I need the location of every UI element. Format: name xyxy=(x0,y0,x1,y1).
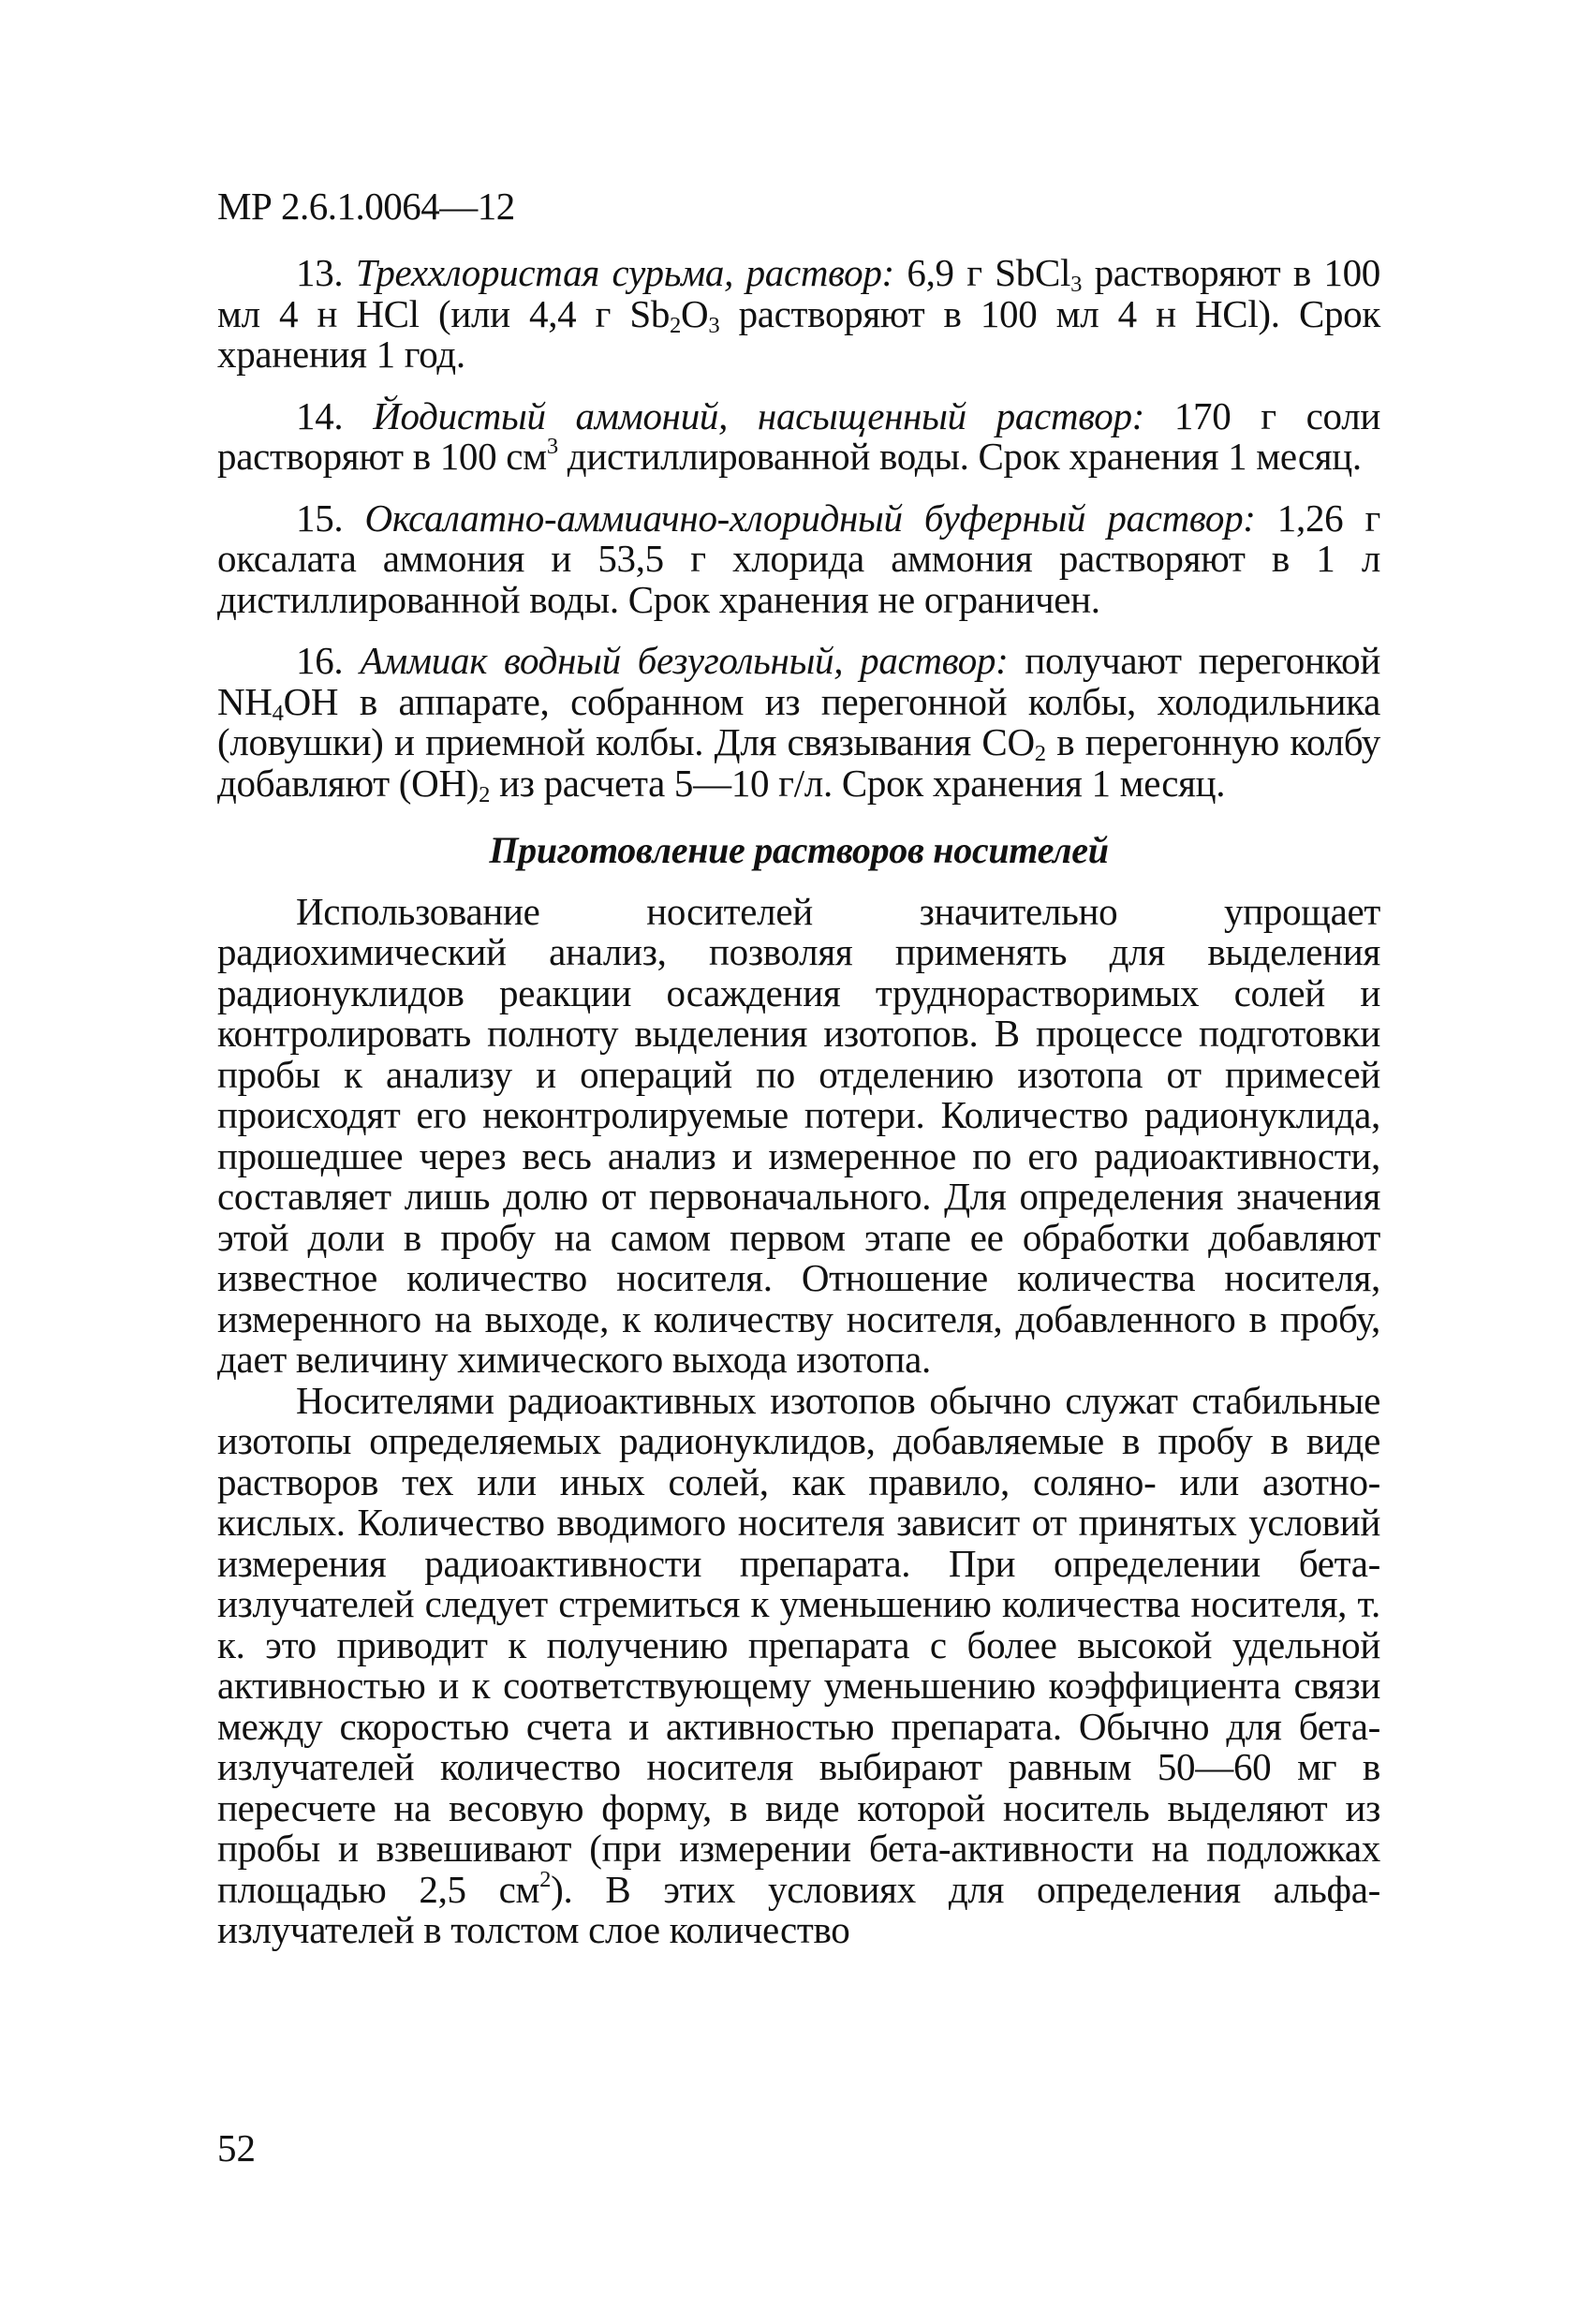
superscript: 3 xyxy=(546,433,558,459)
subscript: 3 xyxy=(1070,272,1083,298)
list-item-16 xyxy=(217,639,1380,807)
item-text: из расчета 5—10 г/л. Срок хранения 1 месяц. xyxy=(490,761,1226,805)
item-text: дистиллированной воды. Срок хранения 1 месяц. xyxy=(557,435,1362,478)
item-text: получают перегонкой NH xyxy=(217,639,1380,723)
item-text: 6,9 г SbCl xyxy=(893,251,1071,294)
page-number: 52 xyxy=(217,2126,256,2169)
item-title: Аммиак водный безугольный, раствор: xyxy=(360,639,1009,682)
list-item-14 xyxy=(217,393,1381,478)
subscript: 2 xyxy=(1034,741,1046,767)
section-heading: Приготовление растворов носителей xyxy=(489,829,1109,871)
superscript: 2 xyxy=(539,1866,552,1892)
paragraph-carriers-intro: Использование носителей значительно упрощает радиохимический анализ, позволяя применять для выделения радионуклидов реакции осаждения труднорастворимых солей и контролировать полноту выделения изотопов. В процессе подготовки пробы к анализу и операций по отделению изотопа от примесей происходят его неконтролируемые потери. Количество радионуклида, прошедшее через весь анализ и измеренное по его радиоактивности, составляет лишь долю от первоначального. Для определения значения этой доли в пробу на самом первом этапе ее обработки добавляют известное количество носителя. Отношение количества носителя, измеренного на выходе, к количеству носителя, добавленного в пробу, дает величину химического выхода изотопа. xyxy=(217,889,1380,1381)
item-text: растворяют в 100 мл 4 н HCl). Срок хранения 1 год. xyxy=(217,291,1381,376)
item-text: OH в аппарате, собранном из перегонной колбы, холодильника (ловушки) и приемной колбы. Для связывания CO xyxy=(217,679,1380,763)
list-item-13 xyxy=(217,253,1380,376)
list-item-15 xyxy=(217,498,1380,621)
paragraph-text: Носителями радиоактивных изотопов обычно служат стабильные изотопы определяемых радионуклидов, добавляемые в пробу в виде растворов тех или иных солей, как правило, солянo- или азотно-кислых. Количество вводимого носителя зависит от принятых условий измерения радиоактивности препарата. При определении бета-излучателей следует стремиться к уменьшению количества носителя, т. к. это приводит к получению препарата с более высокой удельной активностью и к соответствующему уменьшению коэффициента связи между скоростью счета и активностью препарата. Обычно для бета-излучателей количество носителя выбирают равным 50—60 мг в пересчете на весовую форму, в виде которой носитель выделяют из пробы и взвешивают (при измерении бета-активности на подложках площадью 2,5 см xyxy=(217,1378,1380,1911)
item-number: 16. xyxy=(296,639,344,682)
paragraph-text: ). В этих условиях для определения альфа-излучателей в толстом слое количество xyxy=(217,1867,1380,1951)
item-text: растворяют в 100 мл 4 н HCl (или 4,4 г Sb xyxy=(217,251,1380,335)
page-body xyxy=(217,253,1380,1951)
item-text: в перегонную колбу добавляют (OH) xyxy=(217,720,1380,805)
item-number: 15. xyxy=(296,496,344,540)
subscript: 4 xyxy=(272,700,284,726)
document-id: МР 2.6.1.0064—12 xyxy=(217,185,515,228)
item-text: 170 г соли растворяют в 100 см xyxy=(217,393,1381,478)
item-text: 1,26 г оксалата аммония и 53,5 г хлорида аммония растворяют в 1 л дистиллированной воды. Срок хранения не ограничен. xyxy=(217,496,1381,621)
item-title: Треххлористая сурьма, раствор: xyxy=(355,251,894,294)
subscript: 2 xyxy=(479,781,491,807)
item-number: 13. xyxy=(296,251,344,294)
item-title: Йодистый аммоний, насыщенный раствор: xyxy=(373,393,1144,437)
item-title: Оксалатно-аммиачно-хлоридный буферный раствор: xyxy=(364,496,1256,540)
item-text: O xyxy=(681,291,709,335)
item-number: 14. xyxy=(296,393,344,437)
paragraph-carriers-details xyxy=(217,1378,1380,1951)
subscript: 3 xyxy=(708,312,720,338)
subscript: 2 xyxy=(670,312,682,338)
